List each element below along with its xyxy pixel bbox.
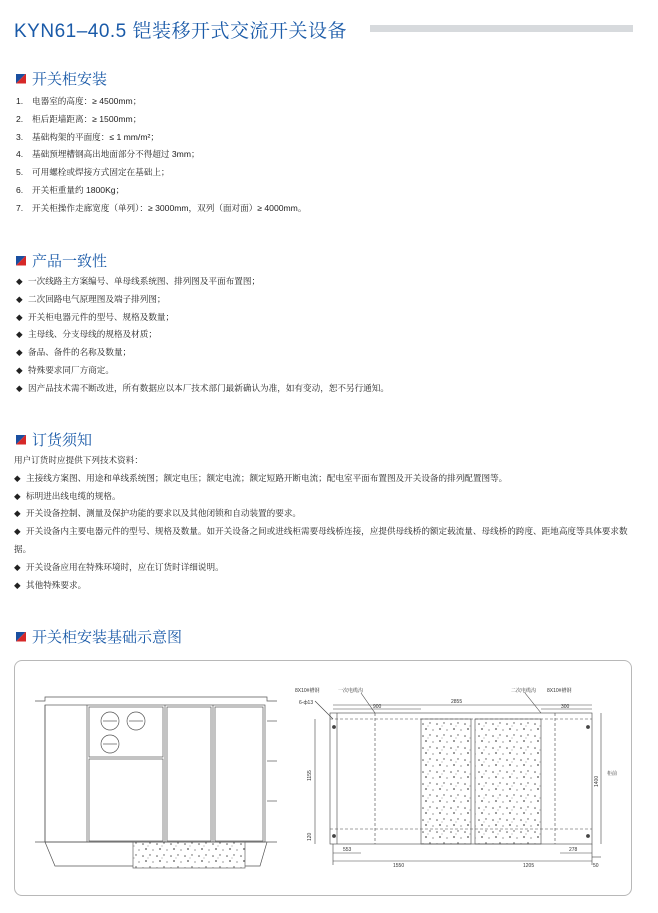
label-channel-right: 8X10#槽钢	[547, 688, 572, 694]
list-item	[16, 273, 389, 291]
list-item-text: 电器室的高度：≥ 4500mm；	[32, 96, 142, 106]
list-item-number: 1.	[16, 96, 24, 106]
section-title: 开关柜安装基础示意图	[32, 629, 183, 646]
diamond-bullet-icon: ◆	[16, 382, 23, 393]
list-item-text: 备品、备件的名称及数量；	[28, 347, 132, 358]
dim-900: 900	[373, 704, 382, 710]
list-item-text: 开关设备控制、测量及保护功能的要求以及其他闭锁和自动装置的要求。	[26, 508, 302, 519]
list-item-text: 特殊要求同厂方商定。	[28, 364, 114, 375]
list-item	[16, 129, 306, 147]
label-hole: 6-ф13	[299, 700, 314, 706]
list-item	[16, 326, 389, 344]
title-decor-bar	[370, 25, 633, 32]
diamond-bullet-icon: ◆	[16, 276, 23, 286]
base-left-edge	[45, 842, 133, 866]
list-item-text: 开关设备应用在特殊环境时，应在订货时详细说明。	[26, 561, 224, 572]
list-item-text: 二次回路电气原理图及端子排列图；	[28, 293, 166, 304]
list-item	[16, 380, 389, 398]
diamond-bullet-icon: ◆	[14, 561, 21, 572]
label-cable-primary: 一次电缆沟	[338, 688, 364, 694]
lower-door	[89, 759, 163, 841]
list-item-text: 基础预埋槽钢高出地面部分不得超过 3mm；	[32, 149, 200, 160]
list-item	[14, 523, 642, 559]
side-panel	[167, 707, 211, 841]
section-ordering-heading	[16, 429, 92, 450]
dim-1155: 1155	[307, 770, 313, 781]
cabinet-outline	[45, 705, 265, 842]
section-consistency-heading	[16, 250, 107, 271]
list-item	[14, 488, 642, 506]
diamond-bullet-icon: ◆	[16, 329, 23, 340]
base-right-edge	[245, 842, 267, 866]
diagram-svg	[15, 661, 633, 897]
dim-1205: 1205	[523, 863, 535, 869]
list-item-text: 开关设备内主要电器元件的型号、规格及数量。如开关设备之间或进线柜需要母线桥连接，应提供母线桥的额定载流量、母线桥的跨度、距地高度等具体要求数据。	[14, 526, 628, 554]
dim-300: 300	[561, 704, 570, 710]
list-item	[16, 291, 389, 309]
rear-panel	[215, 707, 263, 841]
cabinet-top-rail	[35, 697, 277, 701]
list-item	[14, 470, 642, 488]
diamond-bullet-icon: ◆	[16, 293, 23, 304]
list-item-number: 7.	[16, 202, 24, 213]
diamond-bullet-icon: ◆	[14, 490, 21, 501]
diamond-bullet-icon: ◆	[14, 508, 21, 519]
section-title: 产品一致性	[32, 253, 108, 270]
list-item-text: 一次线路主方案编号、单母线系统图、排列图及平面布置图；	[28, 276, 261, 286]
list-item-number: 3.	[16, 131, 24, 142]
list-item-text: 其他特殊要求。	[26, 579, 87, 590]
list-item	[16, 362, 389, 380]
list-item	[16, 164, 306, 182]
list-item-text: 可用螺栓或焊接方式固定在基础上；	[32, 167, 170, 178]
page-title: KYN61–40.5 铠装移开式交流开关设备	[14, 21, 348, 42]
list-item-text: 主接线方案图、用途和单线系统图；额定电压；额定电流；额定短路开断电流；配电室平面布置图及开关设备的排列配置图等。	[26, 472, 508, 483]
list-item-text: 开关柜电器元件的型号、规格及数量；	[28, 311, 175, 322]
foundation-plan	[315, 693, 601, 865]
dim-50: 50	[593, 863, 599, 869]
ordering-intro: 用户订货时应提供下列技术资料：	[14, 455, 143, 465]
diamond-bullet-icon: ◆	[14, 526, 21, 537]
list-item-number: 2.	[16, 113, 24, 124]
section-marker-icon	[16, 435, 26, 445]
dim-2855: 2855	[451, 699, 463, 705]
label-cable-secondary: 二次电缆沟	[511, 688, 537, 694]
list-item	[16, 200, 306, 218]
list-item-text: 标明进出线电缆的规格。	[26, 490, 121, 501]
installation-diagram	[14, 660, 632, 896]
consistency-list	[16, 273, 389, 398]
diamond-bullet-icon: ◆	[16, 311, 23, 322]
list-item-number: 6.	[16, 184, 24, 195]
cabinet-elevation	[35, 697, 277, 868]
foundation-base	[133, 842, 245, 868]
label-cabinet-front: 柜前	[607, 771, 618, 777]
diamond-bullet-icon: ◆	[16, 347, 23, 358]
list-item	[14, 577, 642, 595]
instrument-door	[89, 707, 163, 757]
dim-278: 278	[569, 847, 578, 853]
diamond-bullet-icon: ◆	[14, 472, 21, 483]
list-item-text: 开关柜重量约 1800Kg；	[32, 184, 125, 195]
list-item-text: 柜后距墙距离：≥ 1500mm；	[32, 113, 142, 124]
ordering-list	[14, 452, 642, 594]
list-item	[16, 93, 306, 111]
section-title: 订货须知	[32, 432, 93, 449]
list-item	[16, 111, 306, 129]
section-install-heading	[16, 68, 107, 89]
diamond-bullet-icon: ◆	[16, 364, 23, 375]
section-marker-icon	[16, 256, 26, 266]
diamond-bullet-icon: ◆	[14, 579, 21, 590]
section-marker-icon	[16, 74, 26, 84]
section-title: 开关柜安装	[32, 71, 108, 88]
list-item-text: 主母线、分支母线的规格及材质；	[28, 329, 157, 340]
list-item	[16, 309, 389, 327]
dim-1400: 1400	[594, 775, 600, 787]
list-item	[14, 505, 642, 523]
list-item-number: 5.	[16, 167, 24, 178]
dim-120: 120	[307, 832, 313, 841]
list-item	[16, 182, 306, 200]
list-item	[16, 146, 306, 164]
section-marker-icon	[16, 632, 26, 642]
install-list	[16, 93, 306, 218]
list-item-text: 基础构架的平面度：≤ 1 mm/m²；	[32, 131, 159, 142]
dim-1550: 1550	[393, 863, 405, 869]
secondary-cable-trench	[475, 719, 541, 844]
list-item-number: 4.	[16, 149, 24, 160]
section-diagram-heading	[16, 626, 182, 647]
list-item-text: 开关柜操作走廊宽度（单列）：≥ 3000mm，双列（面对面）≥ 4000mm。	[32, 202, 307, 213]
label-channel-left: 8X10#槽钢	[295, 688, 320, 694]
list-item-text: 因产品技术需不断改进，所有数据应以本厂技术部门最新确认为准，如有变动，恕不另行通知。	[28, 382, 389, 393]
primary-cable-trench	[421, 719, 471, 844]
dim-553: 553	[343, 847, 352, 853]
list-item	[16, 344, 389, 362]
list-item	[14, 559, 642, 577]
